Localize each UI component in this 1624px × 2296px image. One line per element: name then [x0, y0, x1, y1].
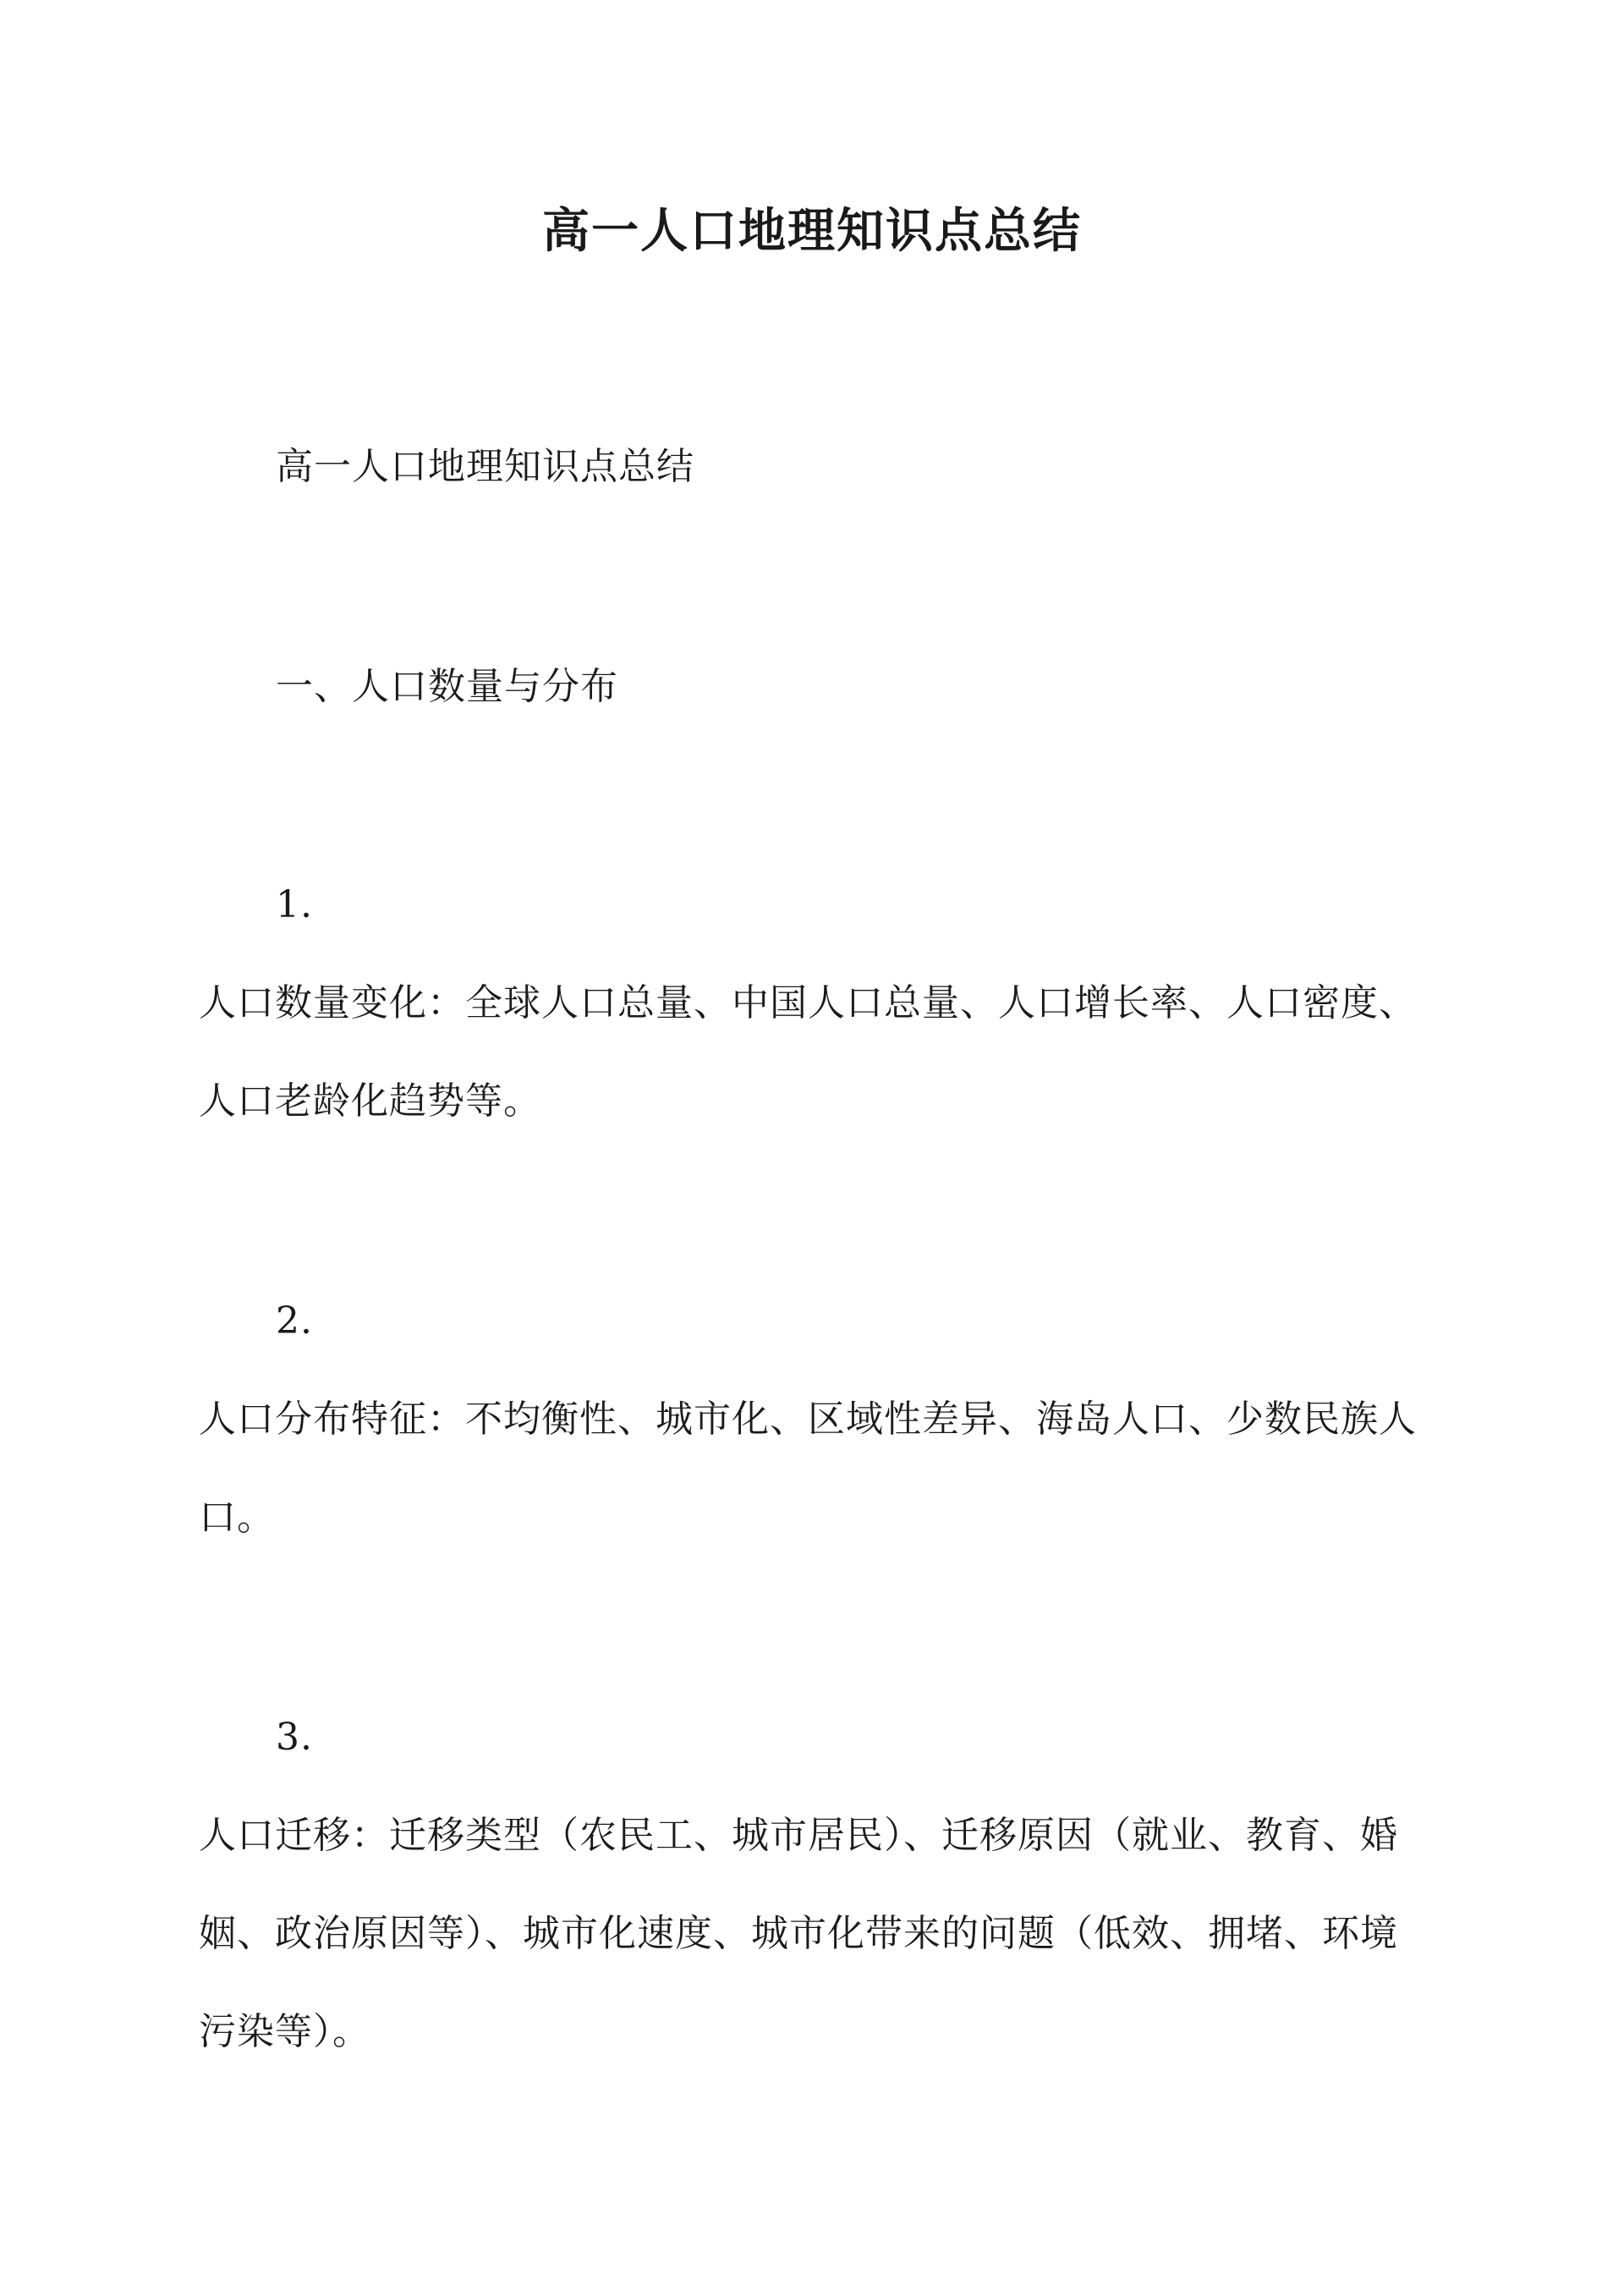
section-heading: 一、人口数量与分布	[276, 665, 618, 708]
item-text-line: 人口迁移：迁移类型（农民工、城市居民）、迁移原因（就业、教育、婚	[199, 1814, 1398, 1857]
item-text-line: 口。	[199, 1496, 275, 1539]
item-text-line: 姻、政治原因等）、城市化速度、城市化带来的问题（低效、拥堵、环境	[199, 1912, 1398, 1955]
item-number: 1.	[276, 883, 313, 926]
item-text-line: 人口数量变化：全球人口总量、中国人口总量、人口增长率、人口密度、	[199, 981, 1417, 1024]
item-number: 2.	[276, 1299, 313, 1343]
document-subtitle: 高一人口地理知识点总结	[276, 445, 694, 488]
document-title: 高一人口地理知识点总结	[542, 203, 1082, 259]
item-text-line: 人口老龄化趋势等。	[199, 1079, 541, 1123]
item-text-line: 人口分布特征：不均衡性、城市化、区域性差异、海岛人口、少数民族人	[199, 1398, 1417, 1441]
item-text-line: 污染等）。	[199, 2010, 370, 2053]
item-number: 3.	[276, 1716, 313, 1759]
